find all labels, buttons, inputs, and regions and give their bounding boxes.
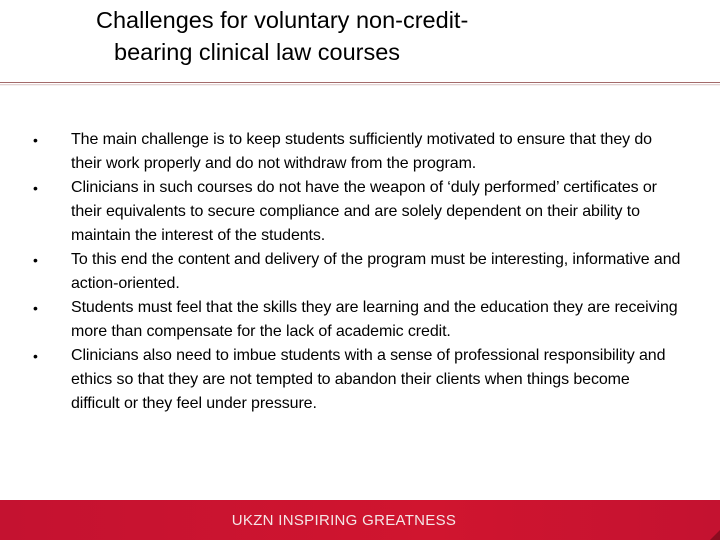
bullet-item: [0, 344, 681, 416]
bullet-dot-icon: •: [33, 300, 38, 316]
bullet-item: [0, 128, 681, 176]
slide-title-line-2: bearing clinical law courses: [114, 39, 401, 65]
bullet-dot-icon: •: [33, 180, 38, 196]
corner-fold-icon: [710, 530, 720, 540]
footer-slogan: UKZN INSPIRING GREATNESS: [231, 512, 457, 529]
title-divider-shadow: [0, 84, 720, 86]
bullet-text: The main challenge is to keep students sufficiently motivated to ensure that they do their work properly and do not withdraw from the program.: [71, 131, 652, 172]
bullet-dot-icon: •: [33, 132, 38, 148]
footer-banner: [0, 500, 720, 540]
bullet-dot-icon: •: [33, 252, 38, 268]
slide-title: [96, 4, 696, 68]
bullet-text: Clinicians in such courses do not have the weapon of ‘duly performed’ certificates or their equivalents to secure compliance and are solely dependent on their ability to maintain the interest of the students.: [71, 179, 657, 244]
title-divider: [0, 82, 720, 83]
bullet-list: [0, 128, 720, 416]
bullet-item: [0, 176, 681, 248]
bullet-item: [0, 296, 681, 344]
bullet-text: Students must feel that the skills they are learning and the education they are receiving more than compensate for the lack of academic credit.: [71, 299, 678, 340]
bullet-text: To this end the content and delivery of the program must be interesting, informative and action-oriented.: [71, 251, 681, 292]
bullet-item: [0, 248, 681, 296]
bullet-text: Clinicians also need to imbue students with a sense of professional responsibility and ethics so that they are not tempted to abandon their clients when things become difficult or they feel under pressure.: [71, 347, 666, 412]
slide-title-line-1: Challenges for voluntary non-credit-: [96, 7, 469, 33]
bullet-dot-icon: •: [33, 348, 38, 364]
